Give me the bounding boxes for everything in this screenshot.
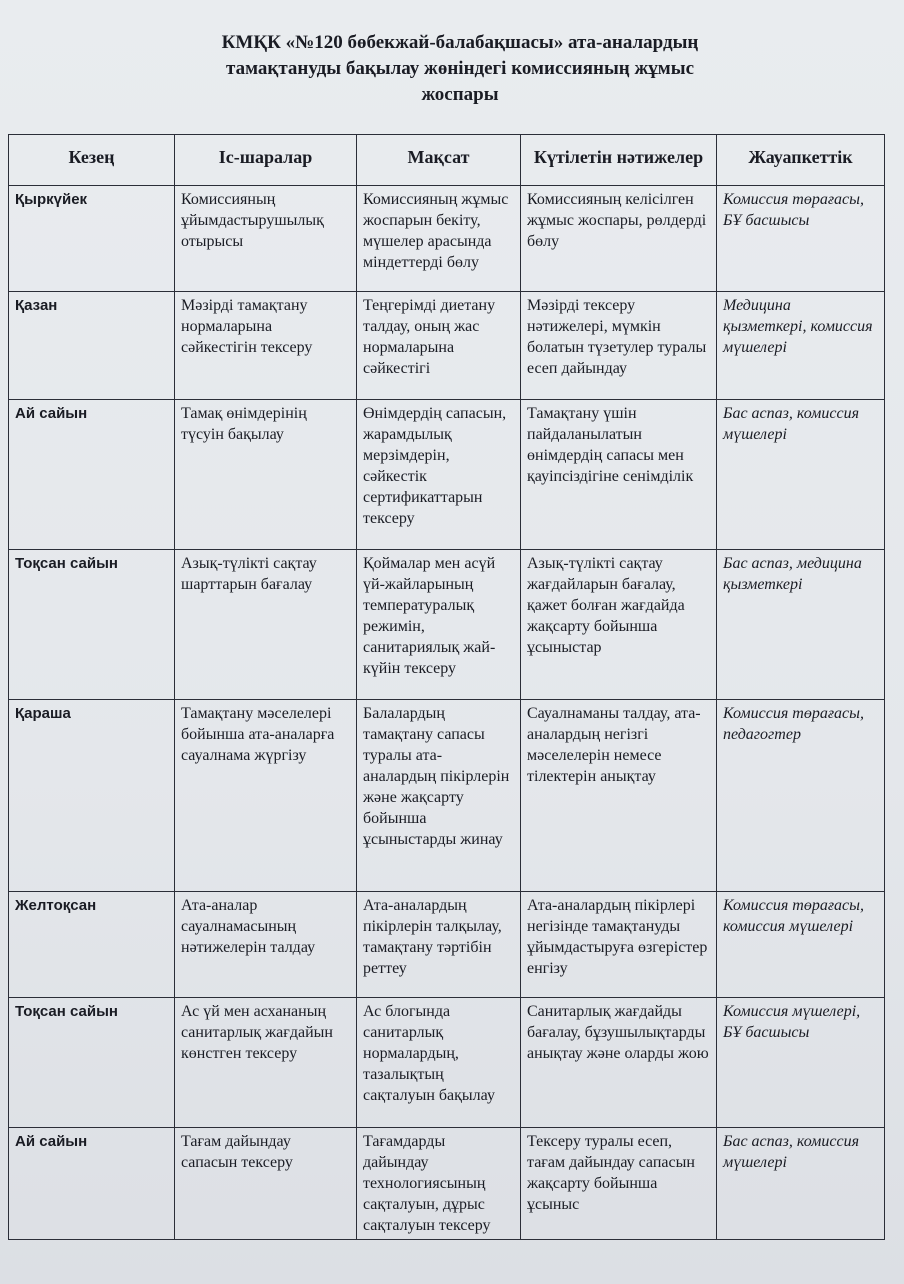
cell-period: Ай сайын: [9, 1128, 175, 1240]
header-activity: Іс-шаралар: [175, 135, 357, 186]
table-row: [9, 892, 885, 998]
cell-activity: Ас үй мен асхананың санитарлық жағдайын көнстген тексеру: [175, 998, 357, 1128]
cell-responsible: Комиссия төрағасы, БҰ басшысы: [717, 186, 885, 292]
cell-result: Ата-аналардың пікірлері негізінде тамақтануды ұйымдастыруға өзгерістер енгізу: [521, 892, 717, 998]
header-responsible: Жауапкеттік: [717, 135, 885, 186]
cell-result: Тамақтану үшін пайдаланылатын өнімдердің сапасы мен қауіпсіздігіне сенімділік: [521, 400, 717, 550]
cell-goal: Балалардың тамақтану сапасы туралы ата-аналардың пікірлерін және жақсарту бойынша ұсыныстарды жинау: [357, 700, 521, 892]
cell-period: Қыркүйек: [9, 186, 175, 292]
table-row: [9, 292, 885, 400]
cell-responsible: Комиссия мүшелері, БҰ басшысы: [717, 998, 885, 1128]
cell-goal: Өнімдердің сапасын, жарамдылық мерзімдерін, сәйкестік сертификаттарын тексеру: [357, 400, 521, 550]
cell-activity: Тамақтану мәселелері бойынша ата-аналарға сауалнама жүргізу: [175, 700, 357, 892]
title-line-1: КМҚК «№120 бөбекжай-балабақшасы» ата-аналардың: [221, 32, 699, 53]
cell-goal: Қоймалар мен асүй үй-жайларының температуралық режимін, санитариялық жай-күйін тексеру: [357, 550, 521, 700]
header-goal: Мақсат: [357, 135, 521, 186]
title-line-2: тамақтануды бақылау жөніндегі комиссияның жұмыс: [226, 58, 694, 79]
cell-goal: Тағамдарды дайындау технологиясының сақталуын, дұрыс сақталуын тексеру: [357, 1128, 521, 1240]
header-period: Кезең: [9, 135, 175, 186]
document-title: [150, 30, 770, 108]
cell-activity: Азық-түлікті сақтау шарттарын бағалау: [175, 550, 357, 700]
cell-result: Сауалнаманы талдау, ата-аналардың негізгі мәселелерін немесе тілектерін анықтау: [521, 700, 717, 892]
cell-result: Азық-түлікті сақтау жағдайларын бағалау, қажет болған жағдайда жақсарту бойынша ұсыныстар: [521, 550, 717, 700]
cell-goal: Теңгерімді диетану талдау, оның жас нормаларына сәйкестігі: [357, 292, 521, 400]
cell-goal: Комиссияның жұмыс жоспарын бекіту, мүшелер арасында міндеттерді бөлу: [357, 186, 521, 292]
cell-activity: Тағам дайындау сапасын тексеру: [175, 1128, 357, 1240]
cell-result: Мәзірді тексеру нәтижелері, мүмкін болатын түзетулер туралы есеп дайындау: [521, 292, 717, 400]
cell-period: Қазан: [9, 292, 175, 400]
cell-result: Тексеру туралы есеп, тағам дайындау сапасын жақсарту бойынша ұсыныс: [521, 1128, 717, 1240]
cell-activity: Ата-аналар сауалнамасының нәтижелерін талдау: [175, 892, 357, 998]
table-row: [9, 186, 885, 292]
cell-activity: Комиссияның ұйымдастырушылық отырысы: [175, 186, 357, 292]
cell-responsible: Бас аспаз, медицина қызметкері: [717, 550, 885, 700]
cell-result: Санитарлық жағдайды бағалау, бұзушылықтарды анықтау және оларды жою: [521, 998, 717, 1128]
work-plan-table: [8, 134, 885, 1240]
cell-period: Тоқсан сайын: [9, 998, 175, 1128]
cell-goal: Ас блогында санитарлық нормалардың, тазалықтың сақталуын бақылау: [357, 998, 521, 1128]
table-row: [9, 400, 885, 550]
cell-period: Тоқсан сайын: [9, 550, 175, 700]
title-line-3: жоспары: [421, 84, 499, 105]
cell-period: Ай сайын: [9, 400, 175, 550]
table-row: [9, 1128, 885, 1240]
cell-period: Желтоқсан: [9, 892, 175, 998]
cell-responsible: Медицина қызметкері, комиссия мүшелері: [717, 292, 885, 400]
cell-goal: Ата-аналардың пікірлерін талқылау, тамақтану тәртібін реттеу: [357, 892, 521, 998]
table-header-row: [9, 135, 885, 186]
cell-responsible: Комиссия төрағасы, педагогтер: [717, 700, 885, 892]
cell-activity: Мәзірді тамақтану нормаларына сәйкестігін тексеру: [175, 292, 357, 400]
cell-responsible: Комиссия төрағасы, комиссия мүшелері: [717, 892, 885, 998]
table-row: [9, 998, 885, 1128]
cell-responsible: Бас аспаз, комиссия мүшелері: [717, 400, 885, 550]
cell-period: Қараша: [9, 700, 175, 892]
header-result: Күтілетін нәтижелер: [521, 135, 717, 186]
cell-activity: Тамақ өнімдерінің түсуін бақылау: [175, 400, 357, 550]
table-row: [9, 700, 885, 892]
cell-responsible: Бас аспаз, комиссия мүшелері: [717, 1128, 885, 1240]
table-row: [9, 550, 885, 700]
cell-result: Комиссияның келісілген жұмыс жоспары, рөлдерді бөлу: [521, 186, 717, 292]
